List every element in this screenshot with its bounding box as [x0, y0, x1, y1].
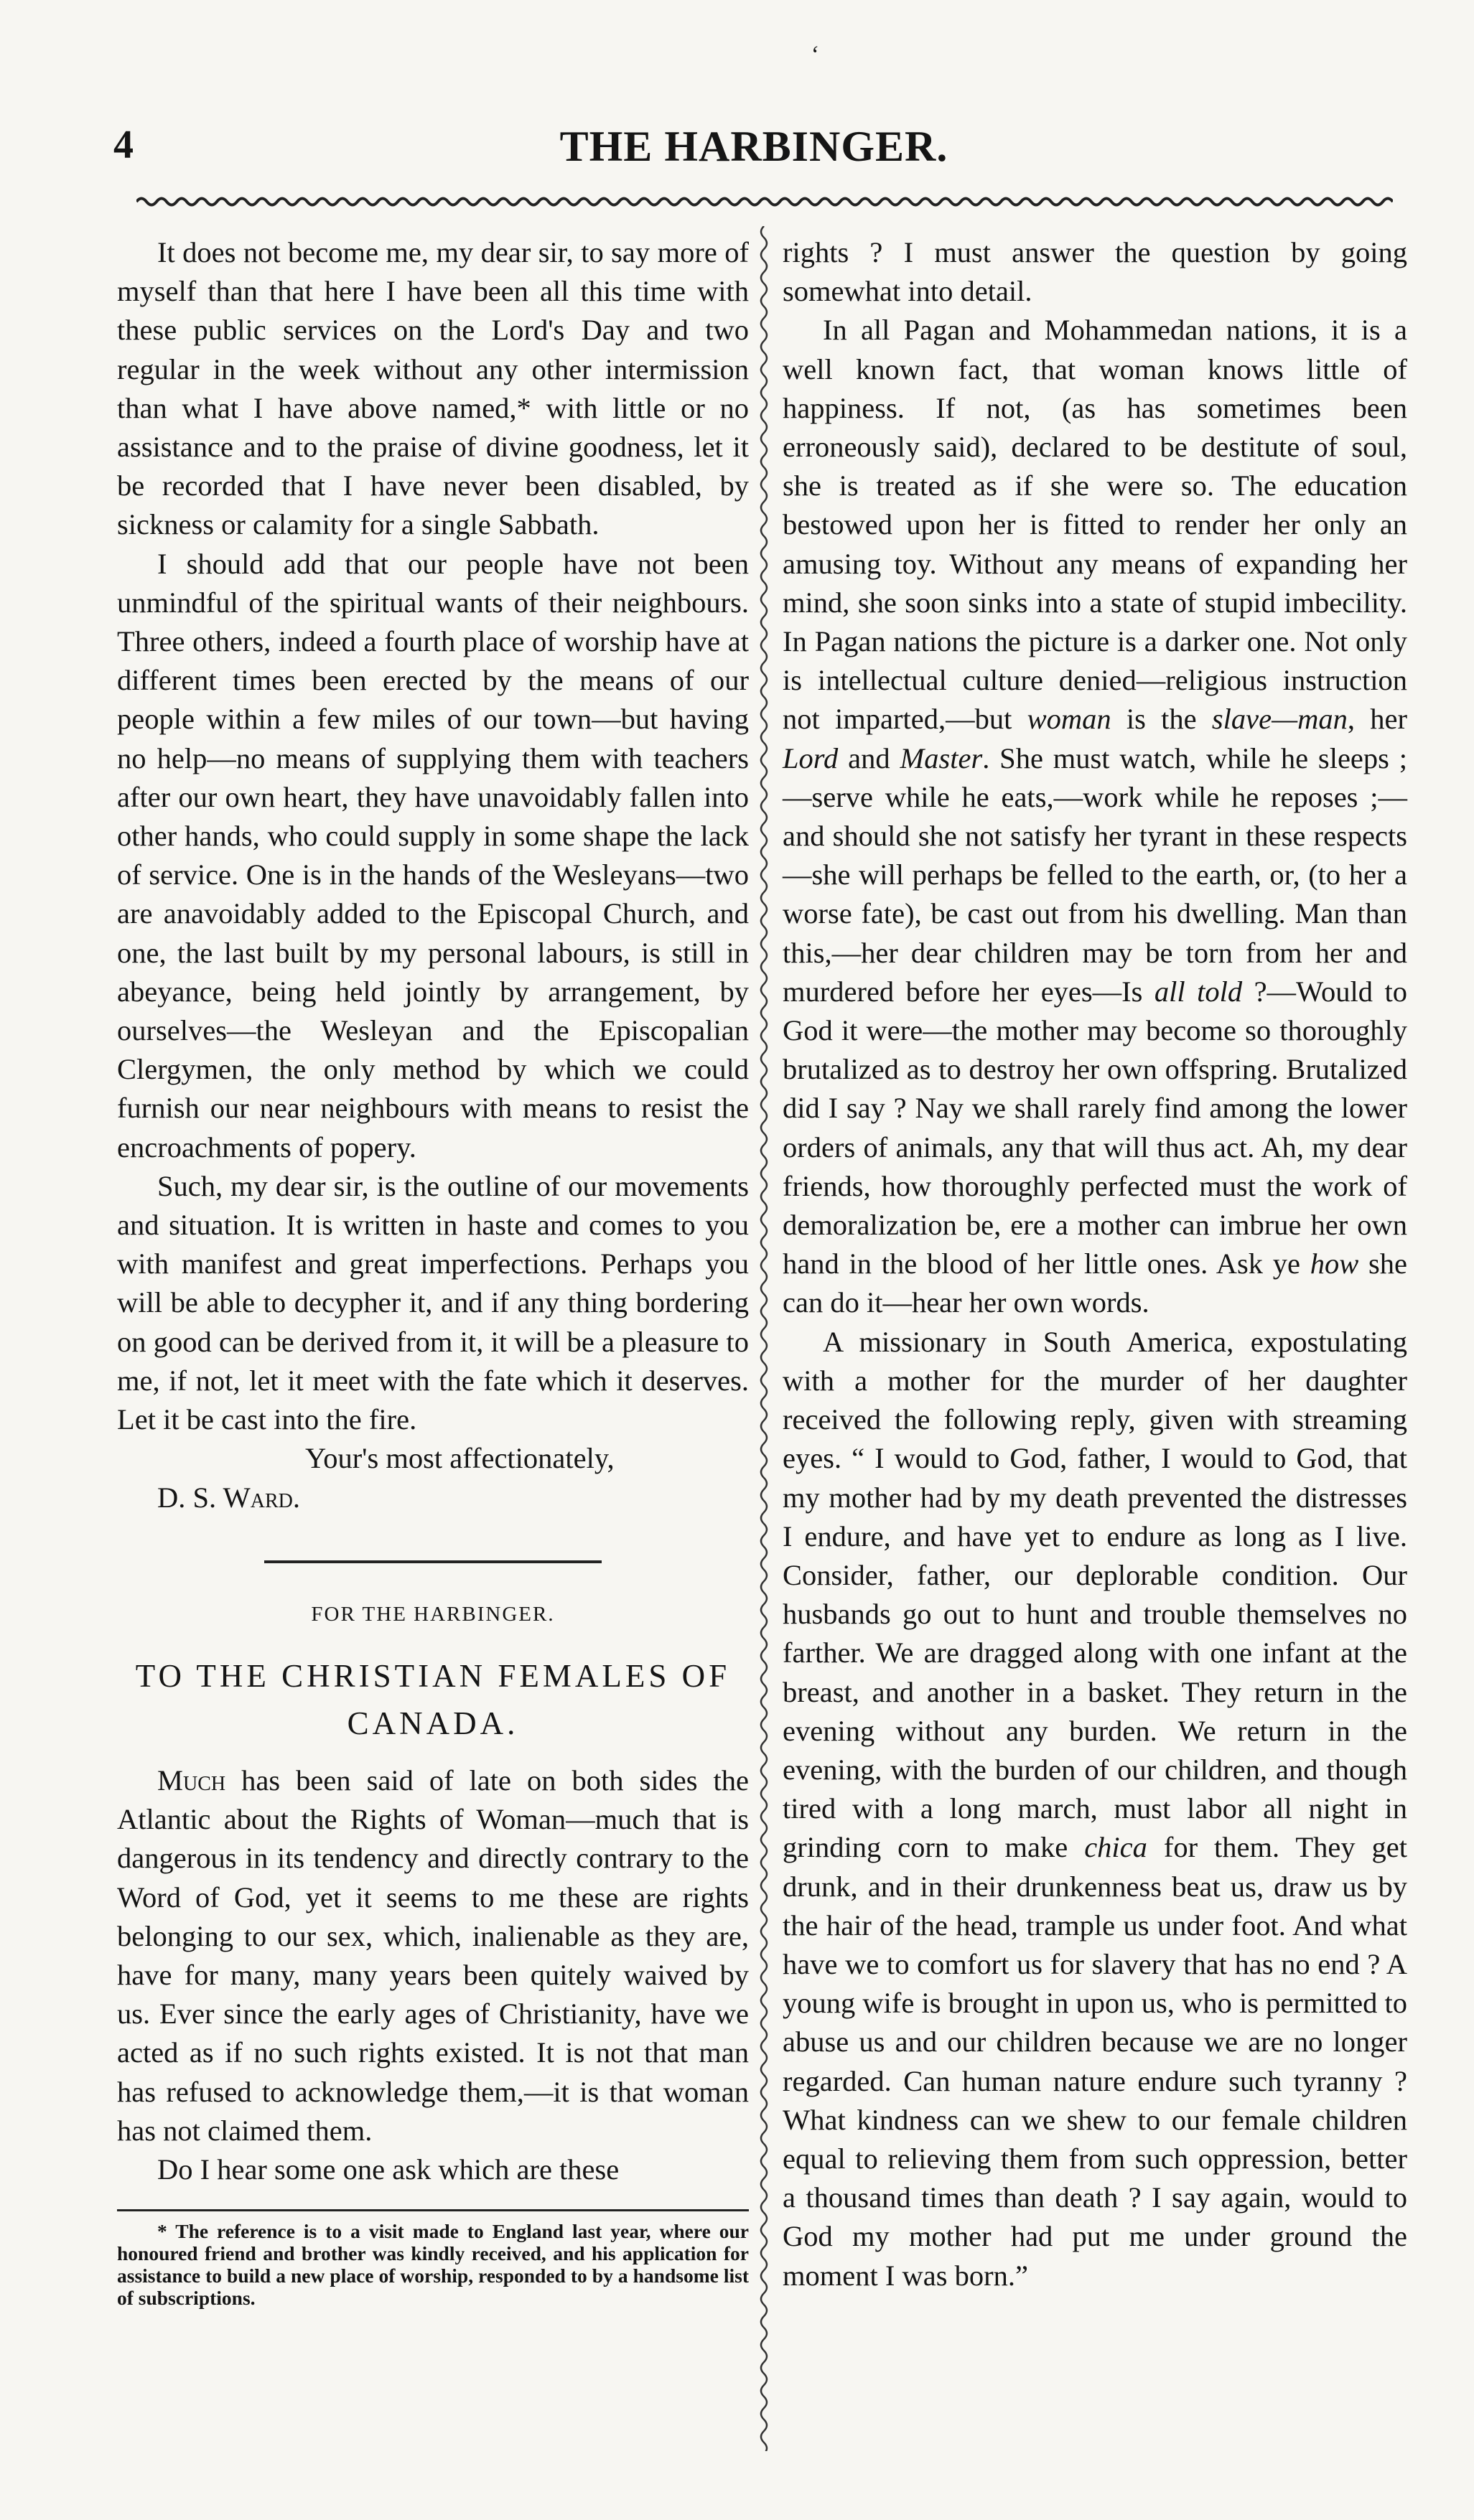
page-number: 4 — [113, 123, 134, 167]
letter-paragraph: Such, my dear sir, is the outline of our movements and situation. It is written in haste and comes to you with manifest and great imperfections. Perhaps you will be able to decypher it, and if any thing bordering on good can be derived from it, it will be a pleasure to me, if not, let it meet with the fate which it deserves. Let it be cast into the fire. — [117, 1169, 749, 1436]
letter-paragraph: I should add that our people have not been unmindful of the spiritual wants of their neighbours. Three others, indeed a fourth place of worship have at different times been erected by the means of our people within a few miles of our town—but having no help—no means of supplying them with teachers after our own heart, they have unavoidably fallen into other hands, who could supply in some shape the lack of service. One is in the hands of the Wesleyans—two are anavoidably added to the Episcopal Church, and one, the last built by my personal labours, is still in abeyance, being held jointly by arrangement, by ourselves—the Wesleyan and the Episcopalian Clergymen, the only method by which we could furnish our near neighbours with means to resist the encroachments of popery. — [117, 547, 749, 1163]
emphasis: Lord — [783, 741, 839, 774]
emphasis: slave—man — [1211, 703, 1348, 736]
paragraph-text: has been said of late on both sides the Atlantic about the Rights of Woman—much that is dangerous in its tendency and directly contrary to the Word of God, yet it seems to me these are rights belonging to our sex, which, inalienable as they are, have for many, many years been quitely waived by us. Ever since the early ages of Christianity, have we acted as if no such rights existed. It is not that man has refused to acknowledge them,—it is that woman has not claimed them. — [117, 1763, 749, 2147]
emphasis: all told — [1154, 975, 1243, 1008]
article-paragraph: Do I hear some one ask which are these — [157, 2153, 620, 2186]
paragraph-text: , her — [1347, 703, 1407, 736]
article-paragraph — [783, 311, 1407, 1322]
paragraph-text: is the — [1111, 703, 1212, 736]
right-column — [783, 233, 1407, 2295]
paragraph-text: ?—Would to God it were—the mother may become so thoroughly brutalized as to destroy her own offspring. Brutalized did I say ? Nay we shall rarely find among the lower orders of animals, any that will thus act. Ah, my dear friends, how thoroughly perfected must the work of demoralization be, ere a mother can imbrue her own hand in the blood of her little ones. Ask ye — [783, 975, 1407, 1280]
article-paragraph — [783, 1323, 1407, 2295]
paragraph-text: she can do it—hear her own words. — [783, 1247, 1407, 1319]
emphasis: how — [1310, 1247, 1359, 1280]
stray-mark: ‘ — [810, 42, 818, 68]
wavy-rule — [136, 194, 1393, 210]
footnote-rule — [117, 2209, 749, 2211]
section-rule — [264, 1560, 602, 1563]
emphasis: woman — [1027, 703, 1111, 736]
emphasis: chica — [1084, 1831, 1147, 1864]
letter-signature: D. S. Ward. — [157, 1481, 301, 1514]
paragraph-text: . She must watch, while he sleeps ;—serve while he eats,—work while he reposes ;—and should she not satisfy her tyrant in these respects—she will perhaps be felled to the earth, or, (to her a worse fate), be cast out from his dwelling. Man than this,—her dear children may be torn from her and murdered before her eyes—Is — [783, 741, 1407, 1008]
emphasis: Master — [900, 741, 983, 774]
drop-lead: Much — [157, 1763, 226, 1797]
article-headline: TO THE CHRISTIAN FEMALES OF CANADA. — [135, 1657, 731, 1741]
article-kicker: FOR THE HARBINGER. — [311, 1602, 555, 1626]
letter-paragraph: It does not become me, my dear sir, to say more of myself than that here I have been all this time with these public services on the Lord's Day and two regular in the week without any other intermission than what I have above named,* with little or no assistance and to the praise of divine goodness, let it be recorded that I have never been disabled, by sickness or calamity for a single Sabbath. — [117, 236, 749, 541]
paragraph-text: In all Pagan and Mohammedan nations, it is a well known fact, that woman knows little of happiness. If not, (as has sometimes been erroneously said), declared to be destitute of soul, she is treated as if she were so. The education bestowed upon her is fitted to render her only an amusing toy. Without any means of expanding her mind, she soon sinks into a state of stupid imbecility. In Pagan nations the picture is a darker one. Not only is intellectual culture denied—religious instruction not imparted,—but — [783, 314, 1407, 736]
article-paragraph — [117, 1761, 749, 2150]
masthead-title: THE HARBINGER. — [559, 123, 948, 170]
paragraph-text: and — [838, 741, 900, 774]
paragraph-text: A missionary in South America, expostulating with a mother for the murder of her daughter received the following reply, given with streaming eyes. “ I would to God, father, I would to God, that my mother had by my death prevented the distresses I endure, and have yet to endure as long as I live. Consider, father, our deplorable condition. Our husbands go out to hunt and trouble themselves no farther. We are dragged along with one infant at the breast, and another in a basket. They return in the evening without any burden. We return in the evening, with the burden of our children, and though tired with a long march, must labor all night in grinding corn to make — [783, 1325, 1407, 1864]
letter-closing: Your's most affectionately, — [305, 1442, 615, 1475]
footnote: * The reference is to a visit made to England last year, where our honoured friend and brother was kindly received, and his application for assistance to build a new place of worship, responded to by a handsome list of subscriptions. — [117, 2220, 749, 2310]
article-paragraph: rights ? I must answer the question by going somewhat into detail. — [783, 236, 1407, 308]
column-divider — [756, 226, 772, 2451]
running-header — [101, 122, 1407, 179]
paragraph-text: for them. They get drunk, and in their drunkenness beat us, draw us by the hair of the head, trample us under foot. And what have we to comfort us for slavery that has no end ? A young wife is brought in upon us, who is permitted to abuse us and our children because we are no longer regarded. Can human nature endure such tyranny ? What kindness can we shew to our female children equal to relieving them from such oppression, better a thousand times than death ? I say again, would to God my mother had put me under ground the moment I was born.” — [783, 1831, 1407, 2292]
left-column — [117, 233, 749, 2309]
